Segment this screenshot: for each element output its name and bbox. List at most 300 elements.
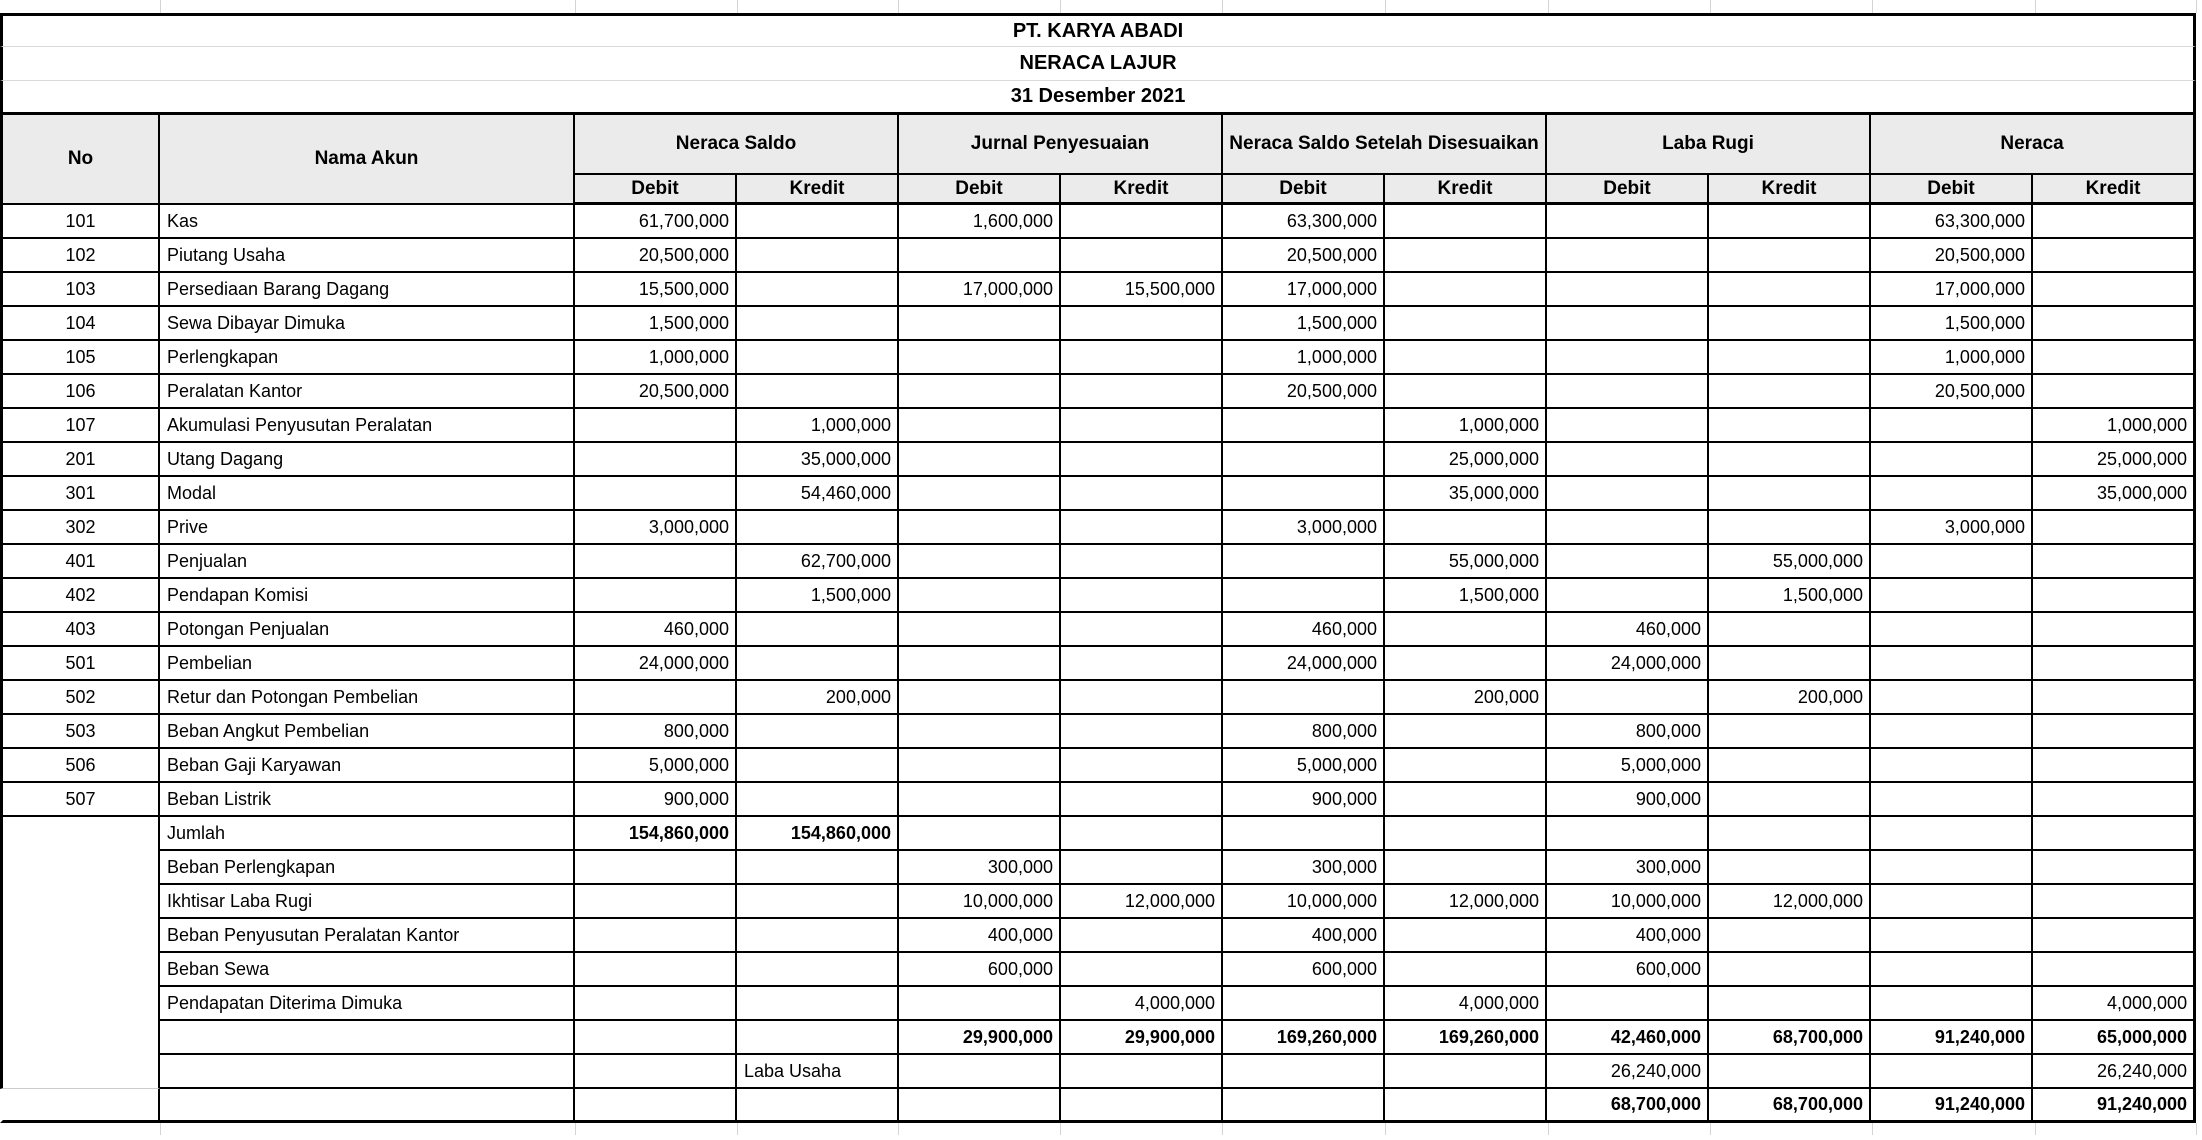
- cell-nssd-kredit[interactable]: 55,000,000: [1385, 545, 1547, 579]
- cell-account-no[interactable]: 402: [0, 579, 160, 613]
- cell-lr-kredit[interactable]: [1709, 307, 1871, 341]
- cell-lr-kredit[interactable]: [1709, 647, 1871, 681]
- cell-jp-debit[interactable]: 10,000,000: [899, 885, 1061, 919]
- cell-jp-kredit[interactable]: [1061, 307, 1223, 341]
- cell-jp-debit[interactable]: [899, 613, 1061, 647]
- cell-ns-debit[interactable]: [575, 953, 737, 987]
- cell-jp-kredit[interactable]: 12,000,000: [1061, 885, 1223, 919]
- cell-ns-debit[interactable]: 1,500,000: [575, 307, 737, 341]
- cell-nssd-debit[interactable]: 460,000: [1223, 613, 1385, 647]
- cell-jp-kredit[interactable]: [1061, 919, 1223, 953]
- cell-lr-kredit[interactable]: [1709, 715, 1871, 749]
- cell-jp-debit[interactable]: [899, 749, 1061, 783]
- cell-nssd-kredit[interactable]: [1385, 851, 1547, 885]
- cell-lr-debit[interactable]: [1547, 545, 1709, 579]
- cell-ns-kredit[interactable]: 54,460,000: [737, 477, 899, 511]
- cell-lr-debit[interactable]: [1547, 579, 1709, 613]
- cell-account-name[interactable]: [160, 1055, 575, 1089]
- cell-lr-kredit[interactable]: [1709, 953, 1871, 987]
- cell-account-name[interactable]: Perlengkapan: [160, 341, 575, 375]
- cell-account-name[interactable]: Pendapan Komisi: [160, 579, 575, 613]
- cell-jp-kredit[interactable]: [1061, 749, 1223, 783]
- cell-ns-kredit[interactable]: [737, 613, 899, 647]
- cell-neraca-kredit[interactable]: [2033, 375, 2196, 409]
- cell-nssd-debit[interactable]: 900,000: [1223, 783, 1385, 817]
- cell-ns-kredit[interactable]: 1,500,000: [737, 579, 899, 613]
- cell-account-name[interactable]: Peralatan Kantor: [160, 375, 575, 409]
- cell-neraca-debit[interactable]: 91,240,000: [1871, 1089, 2033, 1123]
- cell-ns-kredit[interactable]: [737, 953, 899, 987]
- cell-lr-kredit[interactable]: [1709, 205, 1871, 239]
- cell-account-no[interactable]: 105: [0, 341, 160, 375]
- cell-ns-kredit[interactable]: 35,000,000: [737, 443, 899, 477]
- cell-ns-kredit[interactable]: [737, 511, 899, 545]
- cell-ns-debit[interactable]: 460,000: [575, 613, 737, 647]
- cell-nssd-debit[interactable]: 1,500,000: [1223, 307, 1385, 341]
- cell-lr-kredit[interactable]: [1709, 273, 1871, 307]
- cell-nssd-kredit[interactable]: [1385, 613, 1547, 647]
- cell-ns-kredit[interactable]: [737, 885, 899, 919]
- cell-ns-debit[interactable]: [575, 919, 737, 953]
- cell-lr-debit[interactable]: [1547, 307, 1709, 341]
- cell-neraca-kredit[interactable]: 35,000,000: [2033, 477, 2196, 511]
- cell-account-no[interactable]: 507: [0, 783, 160, 817]
- cell-account-name[interactable]: Kas: [160, 205, 575, 239]
- cell-account-no[interactable]: 401: [0, 545, 160, 579]
- cell-nssd-kredit[interactable]: 12,000,000: [1385, 885, 1547, 919]
- subheader-neraca-debit[interactable]: Debit: [1871, 175, 2033, 205]
- cell-nssd-debit[interactable]: 300,000: [1223, 851, 1385, 885]
- cell-jp-debit[interactable]: 29,900,000: [899, 1021, 1061, 1055]
- cell-account-no[interactable]: 302: [0, 511, 160, 545]
- cell-jp-kredit[interactable]: [1061, 545, 1223, 579]
- header-jurnal-penyesuaian[interactable]: Jurnal Penyesuaian: [899, 115, 1223, 175]
- cell-ns-kredit[interactable]: [737, 307, 899, 341]
- cell-ns-debit[interactable]: [575, 409, 737, 443]
- cell-nssd-debit[interactable]: [1223, 681, 1385, 715]
- cell-nssd-debit[interactable]: 400,000: [1223, 919, 1385, 953]
- cell-nssd-debit[interactable]: 10,000,000: [1223, 885, 1385, 919]
- cell-nssd-debit[interactable]: [1223, 545, 1385, 579]
- cell-lr-debit[interactable]: [1547, 409, 1709, 443]
- cell-jp-debit[interactable]: [899, 715, 1061, 749]
- cell-ns-debit[interactable]: 154,860,000: [575, 817, 737, 851]
- cell-lr-kredit[interactable]: [1709, 443, 1871, 477]
- cell-account-no[interactable]: 104: [0, 307, 160, 341]
- cell-nssd-debit[interactable]: 169,260,000: [1223, 1021, 1385, 1055]
- cell-jp-debit[interactable]: 600,000: [899, 953, 1061, 987]
- cell-ns-kredit[interactable]: [737, 851, 899, 885]
- cell-nssd-kredit[interactable]: [1385, 1055, 1547, 1089]
- cell-account-name[interactable]: Akumulasi Penyusutan Peralatan: [160, 409, 575, 443]
- cell-nssd-debit[interactable]: 3,000,000: [1223, 511, 1385, 545]
- cell-neraca-debit[interactable]: [1871, 783, 2033, 817]
- cell-lr-debit[interactable]: 460,000: [1547, 613, 1709, 647]
- cell-lr-debit[interactable]: 10,000,000: [1547, 885, 1709, 919]
- cell-neraca-debit[interactable]: [1871, 443, 2033, 477]
- cell-neraca-kredit[interactable]: [2033, 885, 2196, 919]
- cell-account-no[interactable]: 102: [0, 239, 160, 273]
- cell-nssd-debit[interactable]: [1223, 443, 1385, 477]
- cell-ns-debit[interactable]: 61,700,000: [575, 205, 737, 239]
- header-nama-akun[interactable]: Nama Akun: [160, 115, 575, 205]
- cell-jp-kredit[interactable]: [1061, 205, 1223, 239]
- cell-lr-kredit[interactable]: [1709, 409, 1871, 443]
- cell-lr-debit[interactable]: [1547, 443, 1709, 477]
- cell-lr-debit[interactable]: 42,460,000: [1547, 1021, 1709, 1055]
- cell-account-name[interactable]: Persediaan Barang Dagang: [160, 273, 575, 307]
- cell-neraca-debit[interactable]: [1871, 477, 2033, 511]
- cell-jp-debit[interactable]: [899, 375, 1061, 409]
- cell-ns-debit[interactable]: [575, 545, 737, 579]
- cell-nssd-debit[interactable]: 5,000,000: [1223, 749, 1385, 783]
- cell-nssd-debit[interactable]: [1223, 1089, 1385, 1123]
- cell-jp-kredit[interactable]: [1061, 647, 1223, 681]
- cell-lr-debit[interactable]: [1547, 477, 1709, 511]
- cell-account-name[interactable]: Ikhtisar Laba Rugi: [160, 885, 575, 919]
- cell-lr-debit[interactable]: 5,000,000: [1547, 749, 1709, 783]
- cell-jp-debit[interactable]: 400,000: [899, 919, 1061, 953]
- cell-ns-kredit[interactable]: 62,700,000: [737, 545, 899, 579]
- cell-jp-debit[interactable]: [899, 681, 1061, 715]
- cell-nssd-debit[interactable]: [1223, 1055, 1385, 1089]
- cell-neraca-kredit[interactable]: [2033, 647, 2196, 681]
- cell-nssd-debit[interactable]: 600,000: [1223, 953, 1385, 987]
- cell-lr-kredit[interactable]: 200,000: [1709, 681, 1871, 715]
- cell-account-name[interactable]: Sewa Dibayar Dimuka: [160, 307, 575, 341]
- cell-jp-kredit[interactable]: 4,000,000: [1061, 987, 1223, 1021]
- header-laba-rugi[interactable]: Laba Rugi: [1547, 115, 1871, 175]
- cell-lr-debit[interactable]: 24,000,000: [1547, 647, 1709, 681]
- cell-neraca-kredit[interactable]: [2033, 851, 2196, 885]
- cell-neraca-debit[interactable]: [1871, 817, 2033, 851]
- cell-lr-kredit[interactable]: [1709, 987, 1871, 1021]
- cell-nssd-debit[interactable]: 63,300,000: [1223, 205, 1385, 239]
- cell-account-no[interactable]: 501: [0, 647, 160, 681]
- cell-neraca-debit[interactable]: [1871, 919, 2033, 953]
- cell-lr-debit[interactable]: 68,700,000: [1547, 1089, 1709, 1123]
- cell-nssd-kredit[interactable]: [1385, 953, 1547, 987]
- cell-neraca-kredit[interactable]: [2033, 579, 2196, 613]
- cell-ns-kredit[interactable]: [737, 273, 899, 307]
- cell-neraca-kredit[interactable]: [2033, 783, 2196, 817]
- header-neraca-saldo-setelah-disesuaikan[interactable]: Neraca Saldo Setelah Disesuaikan: [1223, 115, 1547, 175]
- cell-lr-kredit[interactable]: [1709, 477, 1871, 511]
- cell-account-name[interactable]: Piutang Usaha: [160, 239, 575, 273]
- cell-lr-debit[interactable]: [1547, 205, 1709, 239]
- cell-nssd-debit[interactable]: 20,500,000: [1223, 239, 1385, 273]
- cell-account-no[interactable]: 403: [0, 613, 160, 647]
- cell-neraca-debit[interactable]: 17,000,000: [1871, 273, 2033, 307]
- cell-jp-kredit[interactable]: [1061, 715, 1223, 749]
- cell-jp-debit[interactable]: 1,600,000: [899, 205, 1061, 239]
- cell-nssd-kredit[interactable]: [1385, 341, 1547, 375]
- cell-lr-kredit[interactable]: [1709, 239, 1871, 273]
- cell-neraca-debit[interactable]: [1871, 579, 2033, 613]
- cell-neraca-debit[interactable]: [1871, 715, 2033, 749]
- cell-jp-kredit[interactable]: [1061, 783, 1223, 817]
- cell-neraca-debit[interactable]: [1871, 613, 2033, 647]
- cell-neraca-debit[interactable]: 1,000,000: [1871, 341, 2033, 375]
- cell-lr-kredit[interactable]: [1709, 851, 1871, 885]
- cell-jp-kredit[interactable]: [1061, 1055, 1223, 1089]
- cell-neraca-debit[interactable]: 20,500,000: [1871, 239, 2033, 273]
- cell-account-no[interactable]: 506: [0, 749, 160, 783]
- cell-nssd-kredit[interactable]: [1385, 919, 1547, 953]
- cell-lr-debit[interactable]: [1547, 341, 1709, 375]
- cell-nssd-kredit[interactable]: [1385, 375, 1547, 409]
- cell-jp-kredit[interactable]: [1061, 443, 1223, 477]
- cell-account-name[interactable]: Utang Dagang: [160, 443, 575, 477]
- cell-neraca-kredit[interactable]: [2033, 613, 2196, 647]
- cell-lr-kredit[interactable]: [1709, 511, 1871, 545]
- cell-lr-kredit[interactable]: 68,700,000: [1709, 1021, 1871, 1055]
- cell-neraca-debit[interactable]: 20,500,000: [1871, 375, 2033, 409]
- cell-ns-debit[interactable]: 15,500,000: [575, 273, 737, 307]
- cell-jp-kredit[interactable]: 15,500,000: [1061, 273, 1223, 307]
- cell-ns-kredit[interactable]: [737, 715, 899, 749]
- cell-ns-kredit[interactable]: [737, 783, 899, 817]
- cell-account-name[interactable]: [160, 1021, 575, 1055]
- cell-nssd-debit[interactable]: [1223, 987, 1385, 1021]
- cell-jp-debit[interactable]: [899, 511, 1061, 545]
- cell-jp-debit[interactable]: [899, 341, 1061, 375]
- cell-lr-kredit[interactable]: [1709, 1055, 1871, 1089]
- cell-ns-kredit[interactable]: [737, 1021, 899, 1055]
- cell-account-name[interactable]: Prive: [160, 511, 575, 545]
- cell-neraca-kredit[interactable]: [2033, 817, 2196, 851]
- cell-account-no[interactable]: 103: [0, 273, 160, 307]
- cell-nssd-debit[interactable]: [1223, 817, 1385, 851]
- cell-neraca-kredit[interactable]: [2033, 953, 2196, 987]
- cell-neraca-debit[interactable]: [1871, 851, 2033, 885]
- cell-nssd-kredit[interactable]: [1385, 239, 1547, 273]
- cell-account-no[interactable]: 502: [0, 681, 160, 715]
- cell-ns-debit[interactable]: [575, 885, 737, 919]
- cell-neraca-kredit[interactable]: [2033, 919, 2196, 953]
- cell-jp-kredit[interactable]: [1061, 579, 1223, 613]
- cell-neraca-debit[interactable]: 63,300,000: [1871, 205, 2033, 239]
- cell-ns-kredit[interactable]: 200,000: [737, 681, 899, 715]
- cell-neraca-kredit[interactable]: [2033, 715, 2196, 749]
- cell-nssd-kredit[interactable]: [1385, 273, 1547, 307]
- cell-ns-kredit[interactable]: 154,860,000: [737, 817, 899, 851]
- cell-nssd-debit[interactable]: 24,000,000: [1223, 647, 1385, 681]
- cell-ns-debit[interactable]: [575, 477, 737, 511]
- header-no[interactable]: No: [0, 115, 160, 205]
- cell-nssd-kredit[interactable]: [1385, 647, 1547, 681]
- cell-neraca-kredit[interactable]: 91,240,000: [2033, 1089, 2196, 1123]
- subheader-ns-debit[interactable]: Debit: [575, 175, 737, 205]
- cell-nssd-debit[interactable]: [1223, 477, 1385, 511]
- cell-ns-debit[interactable]: 800,000: [575, 715, 737, 749]
- cell-lr-debit[interactable]: [1547, 511, 1709, 545]
- cell-jp-kredit[interactable]: [1061, 409, 1223, 443]
- cell-jp-kredit[interactable]: [1061, 239, 1223, 273]
- cell-jp-kredit[interactable]: [1061, 375, 1223, 409]
- cell-nssd-kredit[interactable]: [1385, 205, 1547, 239]
- cell-nssd-kredit[interactable]: 25,000,000: [1385, 443, 1547, 477]
- cell-account-name[interactable]: Penjualan: [160, 545, 575, 579]
- cell-neraca-kredit[interactable]: 1,000,000: [2033, 409, 2196, 443]
- cell-jp-debit[interactable]: [899, 987, 1061, 1021]
- cell-nssd-kredit[interactable]: [1385, 783, 1547, 817]
- cell-neraca-kredit[interactable]: [2033, 239, 2196, 273]
- cell-account-no[interactable]: 301: [0, 477, 160, 511]
- cell-neraca-debit[interactable]: [1871, 885, 2033, 919]
- cell-neraca-debit[interactable]: [1871, 953, 2033, 987]
- cell-nssd-debit[interactable]: 20,500,000: [1223, 375, 1385, 409]
- cell-jp-debit[interactable]: [899, 443, 1061, 477]
- cell-neraca-debit[interactable]: [1871, 749, 2033, 783]
- cell-nssd-debit[interactable]: [1223, 579, 1385, 613]
- cell-jp-kredit[interactable]: [1061, 1089, 1223, 1123]
- cell-ns-kredit[interactable]: [737, 919, 899, 953]
- cell-account-name[interactable]: Beban Perlengkapan: [160, 851, 575, 885]
- cell-ns-debit[interactable]: 24,000,000: [575, 647, 737, 681]
- cell-account-name[interactable]: Retur dan Potongan Pembelian: [160, 681, 575, 715]
- cell-neraca-debit[interactable]: [1871, 409, 2033, 443]
- cell-jp-kredit[interactable]: [1061, 953, 1223, 987]
- cell-ns-debit[interactable]: 5,000,000: [575, 749, 737, 783]
- cell-ns-debit[interactable]: 3,000,000: [575, 511, 737, 545]
- cell-neraca-kredit[interactable]: [2033, 681, 2196, 715]
- subheader-lr-kredit[interactable]: Kredit: [1709, 175, 1871, 205]
- cell-neraca-kredit[interactable]: 26,240,000: [2033, 1055, 2196, 1089]
- cell-account-name[interactable]: Beban Sewa: [160, 953, 575, 987]
- cell-ns-kredit[interactable]: [737, 1089, 899, 1123]
- cell-jp-debit[interactable]: [899, 239, 1061, 273]
- cell-ns-kredit[interactable]: [737, 647, 899, 681]
- subheader-jp-debit[interactable]: Debit: [899, 175, 1061, 205]
- cell-account-no[interactable]: 107: [0, 409, 160, 443]
- cell-jp-kredit[interactable]: [1061, 613, 1223, 647]
- cell-account-no-merged-empty[interactable]: [0, 817, 160, 1089]
- cell-jp-debit[interactable]: [899, 1089, 1061, 1123]
- cell-lr-kredit[interactable]: 68,700,000: [1709, 1089, 1871, 1123]
- cell-account-name[interactable]: Beban Gaji Karyawan: [160, 749, 575, 783]
- cell-ns-kredit[interactable]: [737, 205, 899, 239]
- cell-jp-debit[interactable]: [899, 545, 1061, 579]
- cell-jp-debit[interactable]: [899, 579, 1061, 613]
- cell-nssd-kredit[interactable]: [1385, 511, 1547, 545]
- cell-neraca-kredit[interactable]: 4,000,000: [2033, 987, 2196, 1021]
- cell-neraca-kredit[interactable]: [2033, 273, 2196, 307]
- cell-lr-debit[interactable]: 26,240,000: [1547, 1055, 1709, 1089]
- cell-neraca-debit[interactable]: [1871, 647, 2033, 681]
- cell-account-name[interactable]: Beban Penyusutan Peralatan Kantor: [160, 919, 575, 953]
- cell-nssd-debit[interactable]: 1,000,000: [1223, 341, 1385, 375]
- cell-account-no[interactable]: 201: [0, 443, 160, 477]
- cell-lr-debit[interactable]: [1547, 817, 1709, 851]
- cell-nssd-kredit[interactable]: 169,260,000: [1385, 1021, 1547, 1055]
- cell-ns-debit[interactable]: [575, 987, 737, 1021]
- cell-neraca-kredit[interactable]: 25,000,000: [2033, 443, 2196, 477]
- cell-neraca-kredit[interactable]: [2033, 749, 2196, 783]
- cell-jp-debit[interactable]: 300,000: [899, 851, 1061, 885]
- subheader-nssd-debit[interactable]: Debit: [1223, 175, 1385, 205]
- cell-ns-kredit[interactable]: [737, 749, 899, 783]
- subheader-ns-kredit[interactable]: Kredit: [737, 175, 899, 205]
- cell-lr-debit[interactable]: 900,000: [1547, 783, 1709, 817]
- cell-ns-debit[interactable]: [575, 1089, 737, 1123]
- cell-account-name[interactable]: [160, 1089, 575, 1123]
- subheader-jp-kredit[interactable]: Kredit: [1061, 175, 1223, 205]
- cell-lr-debit[interactable]: 300,000: [1547, 851, 1709, 885]
- header-neraca-saldo[interactable]: Neraca Saldo: [575, 115, 899, 175]
- cell-account-name[interactable]: Pendapatan Diterima Dimuka: [160, 987, 575, 1021]
- cell-lr-kredit[interactable]: 12,000,000: [1709, 885, 1871, 919]
- cell-lr-kredit[interactable]: [1709, 783, 1871, 817]
- cell-jp-debit[interactable]: 17,000,000: [899, 273, 1061, 307]
- cell-lr-debit[interactable]: [1547, 273, 1709, 307]
- cell-lr-debit[interactable]: [1547, 987, 1709, 1021]
- cell-ns-debit[interactable]: [575, 1055, 737, 1089]
- cell-lr-debit[interactable]: 600,000: [1547, 953, 1709, 987]
- cell-ns-debit[interactable]: [575, 681, 737, 715]
- cell-nssd-debit[interactable]: 800,000: [1223, 715, 1385, 749]
- cell-jp-kredit[interactable]: [1061, 477, 1223, 511]
- cell-account-no[interactable]: 101: [0, 205, 160, 239]
- cell-jp-kredit[interactable]: [1061, 511, 1223, 545]
- cell-ns-debit[interactable]: 20,500,000: [575, 239, 737, 273]
- cell-jp-kredit[interactable]: [1061, 341, 1223, 375]
- cell-ns-kredit[interactable]: [737, 239, 899, 273]
- cell-ns-kredit[interactable]: [737, 987, 899, 1021]
- cell-nssd-kredit[interactable]: [1385, 817, 1547, 851]
- cell-ns-debit[interactable]: 1,000,000: [575, 341, 737, 375]
- cell-nssd-kredit[interactable]: 1,000,000: [1385, 409, 1547, 443]
- cell-lr-kredit[interactable]: [1709, 919, 1871, 953]
- cell-ns-kredit[interactable]: [737, 375, 899, 409]
- cell-lr-debit[interactable]: [1547, 375, 1709, 409]
- cell-jp-debit[interactable]: [899, 1055, 1061, 1089]
- cell-nssd-kredit[interactable]: [1385, 307, 1547, 341]
- cell-lr-kredit[interactable]: 1,500,000: [1709, 579, 1871, 613]
- cell-nssd-kredit[interactable]: 1,500,000: [1385, 579, 1547, 613]
- cell-lr-kredit[interactable]: [1709, 375, 1871, 409]
- cell-nssd-debit[interactable]: [1223, 409, 1385, 443]
- cell-neraca-kredit[interactable]: [2033, 511, 2196, 545]
- cell-jp-kredit[interactable]: [1061, 817, 1223, 851]
- cell-ns-debit[interactable]: 900,000: [575, 783, 737, 817]
- subheader-lr-debit[interactable]: Debit: [1547, 175, 1709, 205]
- cell-nssd-kredit[interactable]: [1385, 1089, 1547, 1123]
- cell-neraca-debit[interactable]: 91,240,000: [1871, 1021, 2033, 1055]
- cell-lr-kredit[interactable]: [1709, 817, 1871, 851]
- cell-nssd-kredit[interactable]: [1385, 715, 1547, 749]
- cell-lr-kredit[interactable]: [1709, 749, 1871, 783]
- cell-outside-print-area[interactable]: [0, 1089, 160, 1123]
- cell-account-name[interactable]: Potongan Penjualan: [160, 613, 575, 647]
- cell-lr-kredit[interactable]: [1709, 613, 1871, 647]
- cell-neraca-debit[interactable]: [1871, 545, 2033, 579]
- cell-account-name[interactable]: Jumlah: [160, 817, 575, 851]
- cell-ns-debit[interactable]: [575, 443, 737, 477]
- cell-neraca-debit[interactable]: [1871, 681, 2033, 715]
- cell-neraca-kredit[interactable]: 65,000,000: [2033, 1021, 2196, 1055]
- cell-ns-debit[interactable]: [575, 1021, 737, 1055]
- cell-neraca-kredit[interactable]: [2033, 205, 2196, 239]
- cell-jp-kredit[interactable]: 29,900,000: [1061, 1021, 1223, 1055]
- cell-jp-debit[interactable]: [899, 409, 1061, 443]
- cell-nssd-kredit[interactable]: 4,000,000: [1385, 987, 1547, 1021]
- cell-nssd-kredit[interactable]: 35,000,000: [1385, 477, 1547, 511]
- cell-lr-kredit[interactable]: 55,000,000: [1709, 545, 1871, 579]
- cell-neraca-debit[interactable]: [1871, 1055, 2033, 1089]
- cell-account-no[interactable]: 503: [0, 715, 160, 749]
- cell-account-name[interactable]: Beban Listrik: [160, 783, 575, 817]
